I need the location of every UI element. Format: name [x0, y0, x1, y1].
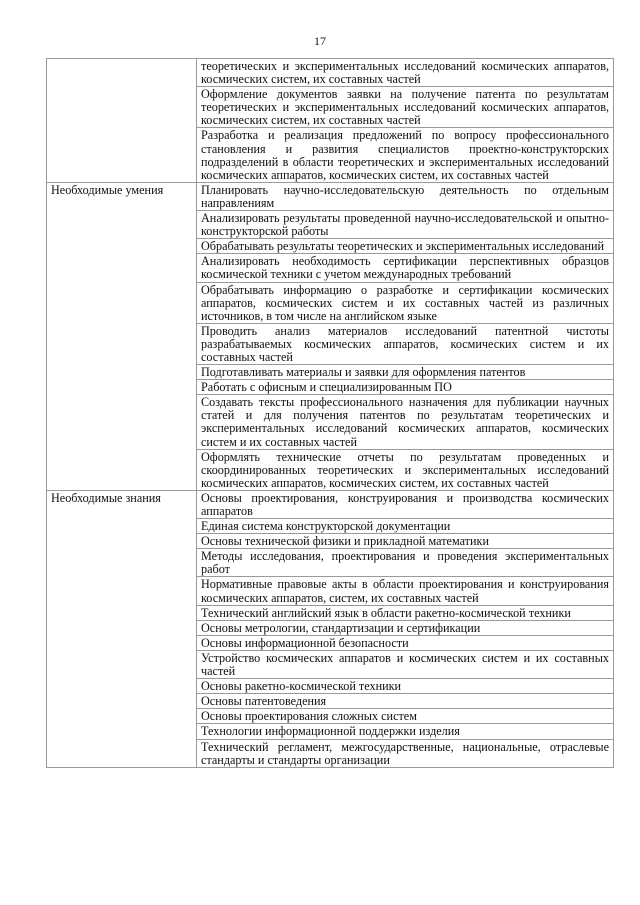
list-item: Анализировать необходимость сертификации перспективных образцов космической техники с учетом международных требований [197, 254, 614, 282]
list-item: Основы технической физики и прикладной математики [197, 534, 614, 549]
list-item: Основы патентоведения [197, 694, 614, 709]
list-item: Работать с офисным и специализированным ПО [197, 380, 614, 395]
page-number: 17 [314, 34, 326, 48]
list-item: Основы информационной безопасности [197, 635, 614, 650]
list-item: Обрабатывать информацию о разработке и сертификации космических аппаратов, космических систем и их составных частей из различных источников, в том числе на английском языке [197, 282, 614, 323]
list-item: Устройство космических аппаратов и космических систем и их составных частей [197, 650, 614, 678]
list-item: Планировать научно-исследовательскую деятельность по отдельным направлениям [197, 182, 614, 210]
list-item: Основы проектирования сложных систем [197, 709, 614, 724]
table-row [47, 59, 614, 87]
list-item: Разработка и реализация предложений по вопросу профессионального становления и развития специалистов проектно-конструкторских подразделений в области теоретических и экспериментальных исследований космических аппаратов, космических систем, их составных частей [197, 128, 614, 182]
list-item: Нормативные правовые акты в области проектирования и конструирования космических аппаратов, систем, их составных частей [197, 577, 614, 605]
list-item: Технический английский язык в области ракетно-космической техники [197, 605, 614, 620]
list-item: Оформлять технические отчеты по результатам проведенных и скоординированных теоретических и экспериментальных исследований космических аппаратов, космических систем, их составных частей [197, 449, 614, 490]
list-item: Проводить анализ материалов исследований патентной чистоты разрабатываемых космических аппаратов, космических систем и их составных частей [197, 323, 614, 364]
list-item: Создавать тексты профессионального назначения для публикации научных статей и для получения патентов по результатам теоретических и экспериментальных исследований космических аппаратов, космических систем и их составных частей [197, 395, 614, 449]
table-row [47, 490, 614, 518]
requirements-table [46, 58, 614, 768]
list-item: Технологии информационной поддержки изделия [197, 724, 614, 739]
table-row [47, 182, 614, 210]
list-item: Обрабатывать результаты теоретических и экспериментальных исследований [197, 239, 614, 254]
section-label [47, 59, 197, 183]
section-label: Необходимые знания [47, 490, 197, 767]
list-item: Оформление документов заявки на получение патента по результатам теоретических и экспериментальных исследований космических аппаратов, космических систем, их составных частей [197, 87, 614, 128]
section-label: Необходимые умения [47, 182, 197, 490]
list-item: Технический регламент, межгосударственные, национальные, отраслевые стандарты и стандарты организации [197, 739, 614, 767]
list-item: Основы ракетно-космической техники [197, 679, 614, 694]
list-item: Основы проектирования, конструирования и производства космических аппаратов [197, 490, 614, 518]
list-item: Основы метрологии, стандартизации и сертификации [197, 620, 614, 635]
list-item: Анализировать результаты проведенной научно-исследовательской и опытно-конструкторской работы [197, 211, 614, 239]
list-item: Подготавливать материалы и заявки для оформления патентов [197, 365, 614, 380]
list-item: Методы исследования, проектирования и проведения экспериментальных работ [197, 549, 614, 577]
list-item: теоретических и экспериментальных исследований космических аппаратов, космических систем, их составных частей [197, 59, 614, 87]
list-item: Единая система конструкторской документации [197, 519, 614, 534]
